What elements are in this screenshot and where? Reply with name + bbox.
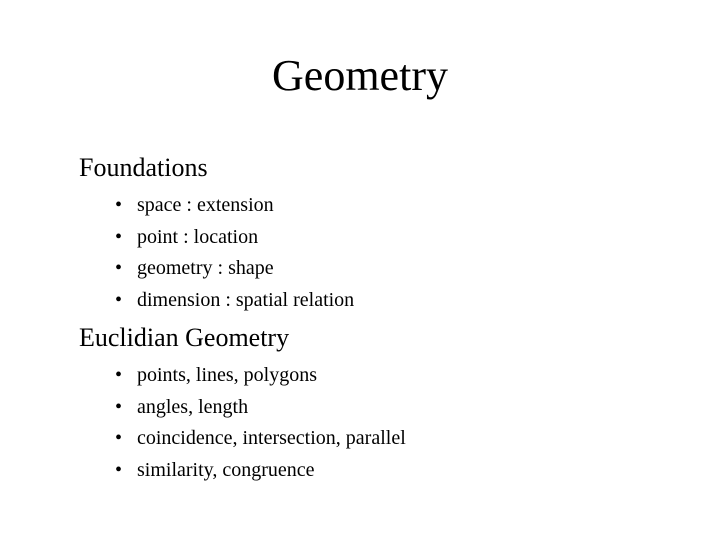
list-item-text: dimension : spatial relation [137,288,355,311]
list-item-text: space : extension [137,194,274,216]
list-item [79,423,699,455]
list-item [79,392,699,424]
list-item [79,253,699,285]
section-heading: Foundations [79,153,208,182]
list-item-text: point : location [137,225,259,248]
bullet-icon: • [115,458,123,481]
list-item [79,285,699,317]
list-item-text: angles, length [137,395,249,418]
list-item [79,190,699,222]
list-item [79,455,699,487]
section-foundations [79,152,699,316]
section-euclidian-geometry [79,322,699,486]
bullet-icon: • [115,194,123,216]
bullet-icon: • [115,364,123,386]
bullet-icon: • [115,225,123,248]
slide-title [0,48,720,104]
list-item-text: geometry : shape [137,257,274,279]
slide-title-text: Geometry [272,51,448,100]
bullet-icon: • [115,427,123,449]
list-item [79,360,699,392]
list-item-text: similarity, congruence [137,458,315,481]
list-item [79,222,699,254]
bullet-icon: • [115,257,123,279]
list-item-text: coincidence, intersection, parallel [137,427,406,449]
bullet-list [79,190,699,316]
section-heading: Euclidian Geometry [79,323,290,352]
bullet-icon: • [115,288,123,311]
list-item-text: points, lines, polygons [137,364,318,386]
bullet-icon: • [115,395,123,418]
bullet-list [79,360,699,486]
